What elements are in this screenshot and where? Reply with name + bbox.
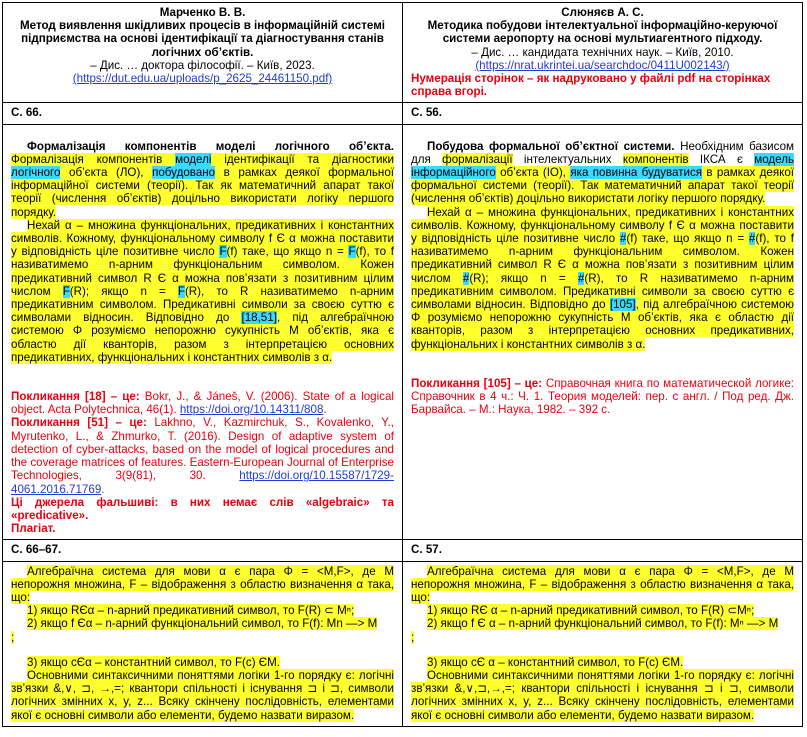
hl-cyan: модель інформаційного	[411, 152, 795, 180]
hl-cyan: #	[748, 232, 756, 246]
ref-label: Покликання [18] – це:	[11, 390, 140, 404]
left-content-2	[3, 561, 403, 726]
right-header-cell	[403, 3, 803, 103]
fake-sources-note: Ці джерела фальшиві: в них немає слів «algebraic» та «predicative».	[11, 495, 394, 522]
hl-yellow: (R), то R називатимемо n-арним предикативним символом. Предикативні символи за своєю суттю є символами відносин. Відповідно до	[411, 271, 794, 312]
page-row-1	[3, 103, 803, 124]
hl-yellow: Основними синтаксичними поняттями логіки 1-го порядку є: логічні зв’язки &,∨, ⊐, →,=; квантори спільності і існування ⊐ і ⊐, символи логічних змінних x, y, z... Всяку скінчену послідовність, елементами якої є основні символи або елементи, будемо назвати виразом.	[11, 668, 394, 722]
ref-text: Bokr, J., & Jáneš, V. (2006). State of a logical object. Acta Polytechnica, 46(1).	[11, 390, 394, 417]
right-semicolon	[411, 631, 794, 644]
hl-yellow: формалізації	[442, 152, 513, 166]
left-reference-18	[11, 390, 394, 416]
left-rule-2	[11, 617, 394, 630]
hl-cyan: F	[177, 284, 185, 298]
hl-yellow: (f) таке, що якщо n =	[226, 245, 349, 259]
left-rule-3	[11, 656, 394, 669]
hl-cyan: F	[219, 245, 227, 259]
hl-yellow: , під алгебраїчною системою Φ розуміємо непорожню сукупність M об’єктів, яка є областю дії кванторів, разом з інтерпретацією основних предикативних, функціональних і константних символів з α.	[11, 311, 394, 364]
hl-cyan: #	[577, 271, 585, 285]
content-row-1	[3, 124, 803, 540]
right-paragraph-2	[411, 206, 794, 351]
right-heading: Побудова формальної об’єктної системи.	[427, 139, 675, 153]
hl-yellow: ;	[11, 630, 15, 644]
right-author: Слюняєв А. С.	[561, 6, 644, 19]
hl-yellow: компонентів	[622, 152, 689, 166]
hl-yellow: 2) якщо f Єα – n-арний функціональний символ, то F(f): Mn —> M	[27, 617, 378, 631]
hl-yellow: (f), то f називатимемо n-арним функціональним символом. Кожен предикативний символ R Є α можна пов’язати з позитивним цілим числом	[11, 245, 394, 298]
ref-label: Покликання [105] – це:	[411, 376, 543, 390]
ref-end: .	[101, 482, 105, 496]
plagiarism-verdict: Плагіат.	[11, 522, 56, 536]
hl-yellow: Нехай α – множина функціональних, предикативних і константних символів. Кожному, функціональному символу f Є α можна поставити у відповідність ціле позитивне число	[411, 205, 794, 246]
left-heading: Формалізація компонентів моделі логічного об’єкта.	[27, 139, 394, 153]
spacer	[11, 364, 394, 390]
right-work-title: Методика побудови інтелектуальної інформаційно-керуючої системи аеропорту на основі мультиагентного підходу.	[427, 19, 778, 46]
page-row-2	[3, 540, 803, 561]
left-paragraph-2	[11, 219, 394, 364]
hl-cyan: #	[462, 271, 470, 285]
ref-end: .	[323, 403, 327, 417]
spacer	[411, 644, 794, 656]
hl-yellow: 3) якщо cЄα – константний символ, то F(c) ЄM.	[27, 655, 281, 669]
citation-ref: [18,51]	[241, 311, 277, 325]
hl-yellow: Алгебраїчна система для мови α є пара Φ = <M,F>, де M непорожня множина, F – відображення з областю визначення α така, що:	[411, 564, 794, 604]
left-page-number-1: С. 66.	[3, 103, 403, 124]
doi-link[interactable]: https://doi.org/10.15587/1729-4061.2016.71769	[11, 469, 394, 496]
citation-ref: [105]	[609, 298, 636, 312]
spacer	[411, 351, 794, 377]
hl-yellow: 1) якщо RЄα – n-арний предикативний символ, то F(R) ⊂ Mⁿ;	[27, 604, 355, 618]
hl-cyan: #	[619, 232, 627, 246]
right-source: – Дис. … кандидата технічних наук. – Київ, 2010.	[471, 45, 734, 59]
hl-cyan: побудовано	[152, 166, 216, 180]
hl-yellow: (f) таке, що якщо n =	[626, 232, 749, 246]
right-rule-2	[411, 617, 794, 630]
hl-cyan: яка повинна будуватися	[570, 166, 703, 180]
left-source-link[interactable]: (https://dut.edu.ua/uploads/p_2625_24461150.pdf)	[72, 72, 333, 86]
hl-cyan: F	[62, 284, 70, 298]
right-page-number-2: С. 57.	[403, 540, 803, 561]
hl-yellow: Основними синтаксичними поняттями логіки 1-го порядку є: логічні зв’язки &,∨,⊐,→,=; квантори спільності і існування ⊐ і ⊐, символи логічних змінних x, y, z... Всяку скінчену послідовність, елементами якої є основні символи або елементи, будемо назвати виразом.	[411, 668, 794, 722]
hl-yellow: Формалізація компонентів	[11, 152, 176, 166]
hl-yellow: 3) якщо cЄ α – константний символ, то F(c) ЄM.	[427, 655, 684, 669]
comparison-table	[2, 2, 803, 727]
right-source-link[interactable]: (https://nrat.ukrintei.ua/searchdoc/0411U002143/)	[475, 58, 730, 72]
hl-yellow: (R); якщо n =	[69, 284, 178, 298]
header-row	[3, 3, 803, 103]
right-rule-1	[411, 604, 794, 617]
right-page-number-1: С. 56.	[403, 103, 803, 124]
hl-yellow: Нехай α – множина функціональних, предикативних і константних символів. Кожному, функціональному символу f Є α можна поставити у відповідність ціле позитивне число	[11, 218, 394, 259]
hl-yellow: в рамках деякої формальної інформаційної системи (теорії). Так як математичний апарат такої теорії (числення об’єктів) доцільно використати логіку першого порядку.	[11, 166, 394, 219]
spacer	[11, 128, 394, 140]
left-page-number-2: С. 66–67.	[3, 540, 403, 561]
plain-text: Необхідним базисом для	[411, 139, 794, 166]
plain-text: ІКСА є	[688, 152, 755, 166]
right-content-1	[403, 124, 803, 540]
hl-yellow: об’єкта (ЛО),	[60, 166, 153, 180]
right-syntax-paragraph	[411, 669, 794, 722]
left-algebra-intro	[11, 565, 394, 605]
left-semicolon	[11, 631, 394, 644]
left-paragraph-1	[11, 140, 394, 219]
hl-yellow: об’єкта (ІО),	[495, 166, 571, 180]
ref-text: Справочная книга по математической логике: Справочник в 4 ч.: Ч. 1. Теория моделей: пер. с англ. / Под ред. Дж. Барвайса. – М.: Наука, 1982. – 392 с.	[411, 376, 795, 417]
right-content-2	[403, 561, 803, 726]
left-source: – Дис. … доктора філософії. – Київ, 2023.	[90, 58, 315, 72]
hl-yellow: 1) якщо RЄ α – n-арний предикативний символ, то F(R) ⊂Mⁿ;	[427, 604, 755, 618]
left-content-1	[3, 124, 403, 540]
hl-yellow: 2) якщо f Є α – n-арний функціональний символ, то F(f): Mⁿ —> M	[427, 617, 779, 631]
hl-cyan: моделі	[175, 152, 212, 166]
hl-cyan: логічного	[11, 166, 61, 180]
left-author: Марченко В. В.	[159, 6, 246, 19]
right-algebra-intro	[411, 565, 794, 605]
hl-yellow: в рамках деякої формальної системи (теорії). Так математичний апарат такої теорії (числення об’єктів) доцільно використати логіку першого порядку.	[411, 166, 794, 206]
doi-link[interactable]: https://doi.org/10.14311/808	[179, 403, 324, 417]
left-rule-1	[11, 604, 394, 617]
hl-yellow: , під алгебраїчною системою Φ розуміємо непорожню сукупність M об’єктів, яка є областю дії кванторів, разом з інтерпретацією основних предикативних, функціональних і константних символів з α.	[411, 298, 794, 351]
right-paragraph-1	[411, 140, 794, 206]
hl-yellow: (f), то f називатимемо n-арним функціональним символом. Кожен предикативний символ R Є α можна пов’язати з позитивним цілим числом	[411, 232, 794, 285]
page-numbering-note: Нумерація сторінок – як надруковано у файлі pdf на сторінках справа вгорі.	[411, 72, 771, 99]
spacer	[11, 644, 394, 656]
left-syntax-paragraph	[11, 669, 394, 722]
left-reference-51	[11, 416, 394, 495]
hl-yellow: Алгебраїчна система для мови α є пара Φ = <M,F>, де M непорожня множина, F – відображення з областю визначення α така, що:	[11, 564, 394, 604]
right-rule-3	[411, 656, 794, 669]
ref-label: Покликання [51] – це:	[11, 416, 147, 430]
right-reference-105	[411, 377, 794, 417]
hl-yellow: (R); якщо n =	[469, 271, 578, 285]
hl-yellow: (R), то R називатимемо n-арним предикативним символом. Предикативні символи за своєю суттю є символами відносин. Відповідно до	[11, 284, 394, 325]
left-header-cell	[3, 3, 403, 103]
content-row-2	[3, 561, 803, 726]
plain-text: інтелектуальних	[512, 152, 623, 166]
hl-cyan: F	[348, 245, 356, 259]
hl-yellow: ідентифікації та діагностики	[211, 152, 394, 166]
ref-text: Lakhno, V., Kazmirchuk, S., Kovalenko, Y., Myrutenko, L., & Zhmurko, T. (2016). Design of adaptive system of detection of cyber-attacks, based on the model of logical procedures and the coverage matrices of features. Eastern-European Journal of Enterprise Technologies, 3(9(81), 30.	[11, 416, 394, 483]
hl-yellow: ;	[411, 630, 415, 644]
left-work-title: Метод виявлення шкідливих процесів в інформаційній системі підприємства на основі ідентифікації та діагностування станів логічних об’єктів.	[20, 19, 385, 59]
spacer	[411, 128, 794, 140]
